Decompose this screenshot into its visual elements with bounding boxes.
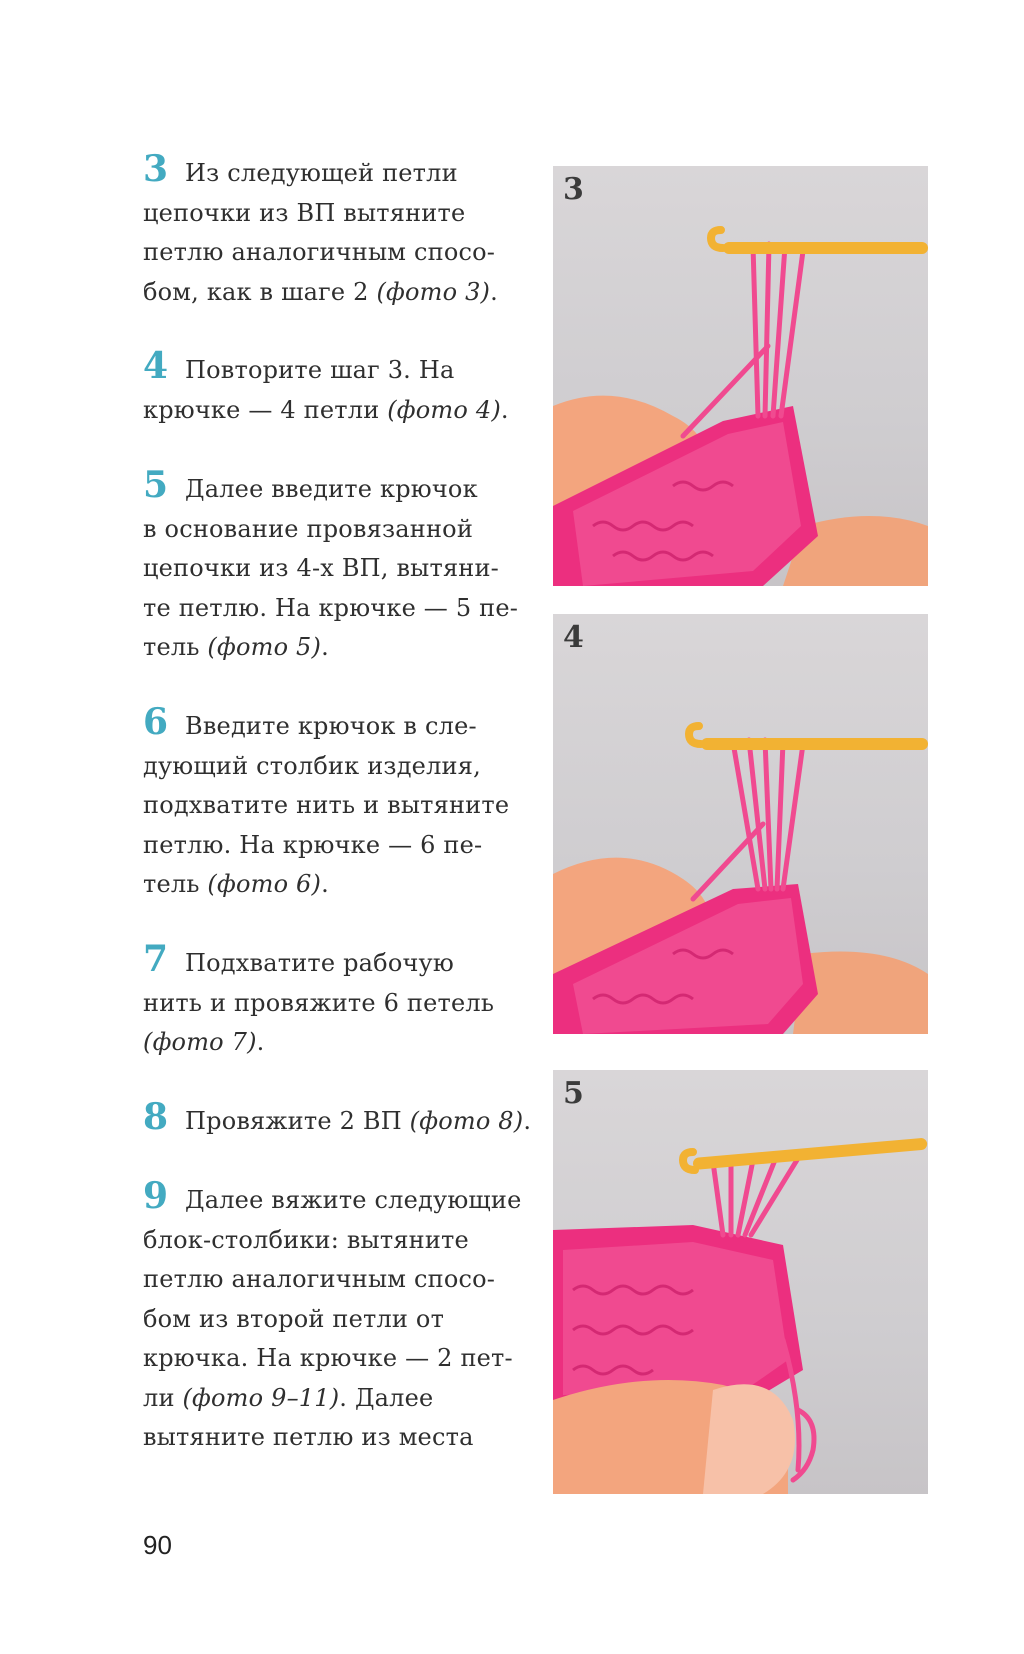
step-line-end: . — [523, 1107, 532, 1135]
photo-reference: (фото 9–11) — [182, 1383, 340, 1412]
step-line: Далее введите крючок — [185, 475, 478, 503]
step-line: цепочки из ВП вытяните — [143, 198, 466, 227]
step-line: ли — [143, 1383, 183, 1412]
crochet-photo-illustration — [553, 614, 928, 1034]
step-line: дующий столбик изделия, — [143, 751, 481, 780]
crochet-photo-illustration — [553, 166, 928, 586]
photo-reference: (фото 7) — [143, 1028, 257, 1056]
photo-reference: (фото 8) — [409, 1107, 524, 1135]
step-line: тель — [143, 870, 208, 898]
step-5 — [143, 466, 523, 668]
step-line: вытяните петлю из места — [143, 1423, 474, 1451]
step-line-end: . — [500, 395, 509, 424]
photo-label: 4 — [563, 620, 584, 655]
step-number: 4 — [143, 345, 169, 387]
step-line-end: . — [321, 633, 329, 661]
step-line: блок-столбики: вытяните — [143, 1225, 469, 1254]
step-number: 5 — [143, 464, 169, 506]
photo-label: 5 — [563, 1076, 584, 1111]
step-line: подхватите нить и вытяните — [143, 791, 510, 819]
step-line-end: . — [256, 1028, 265, 1056]
step-line: те петлю. На крючке — 5 пе- — [143, 593, 519, 622]
step-9 — [143, 1177, 523, 1458]
step-line: петлю. На крючке — 6 пе- — [143, 830, 483, 859]
step-number: 3 — [143, 148, 169, 190]
step-line: бом, как в шаге 2 — [143, 277, 377, 306]
crochet-photo-illustration — [553, 1070, 928, 1494]
photo-reference: (фото 4) — [387, 395, 501, 424]
step-line-end: . — [490, 277, 498, 306]
step-number: 9 — [143, 1175, 169, 1217]
step-number: 7 — [143, 938, 169, 980]
step-7 — [143, 940, 523, 1063]
step-4 — [143, 347, 523, 430]
step-line-end: . — [321, 870, 329, 898]
step-line: Далее вяжите следующие — [185, 1186, 522, 1214]
photo-step-5 — [553, 1070, 928, 1494]
step-line: Подхватите рабочую — [185, 949, 454, 977]
step-line: цепочки из 4-х ВП, вытяни- — [143, 554, 499, 582]
photo-label: 3 — [563, 172, 584, 207]
step-8 — [143, 1096, 532, 1142]
step-6 — [143, 703, 523, 905]
page-number: 90 — [143, 1530, 172, 1560]
step-line: Провяжите 2 ВП — [185, 1107, 410, 1135]
photo-reference: (фото 3) — [376, 277, 491, 306]
step-line: бом из второй петли от — [143, 1304, 445, 1333]
step-line: петлю аналогичным спосо- — [143, 1265, 496, 1293]
photo-step-3 — [553, 166, 928, 586]
step-line: петлю аналогичным спосо- — [143, 238, 496, 266]
step-3 — [143, 150, 523, 312]
step-number: 8 — [143, 1096, 169, 1138]
step-line: крючке — 4 петли — [143, 395, 388, 424]
step-line: в основание провязанной — [143, 514, 474, 543]
photo-reference: (фото 5) — [207, 633, 322, 661]
step-line: нить и провяжите 6 петель — [143, 988, 495, 1017]
step-line: крючка. На крючке — 2 пет- — [143, 1344, 513, 1372]
step-line: Введите крючок в сле- — [185, 712, 477, 740]
step-line: Из следующей петли — [185, 159, 458, 187]
step-line: Повторите шаг 3. На — [185, 356, 455, 384]
step-number: 6 — [143, 701, 169, 743]
photo-reference: (фото 6) — [207, 870, 322, 898]
step-line: тель — [143, 633, 208, 661]
photo-step-4 — [553, 614, 928, 1034]
step-line-end: . Далее — [339, 1383, 434, 1412]
